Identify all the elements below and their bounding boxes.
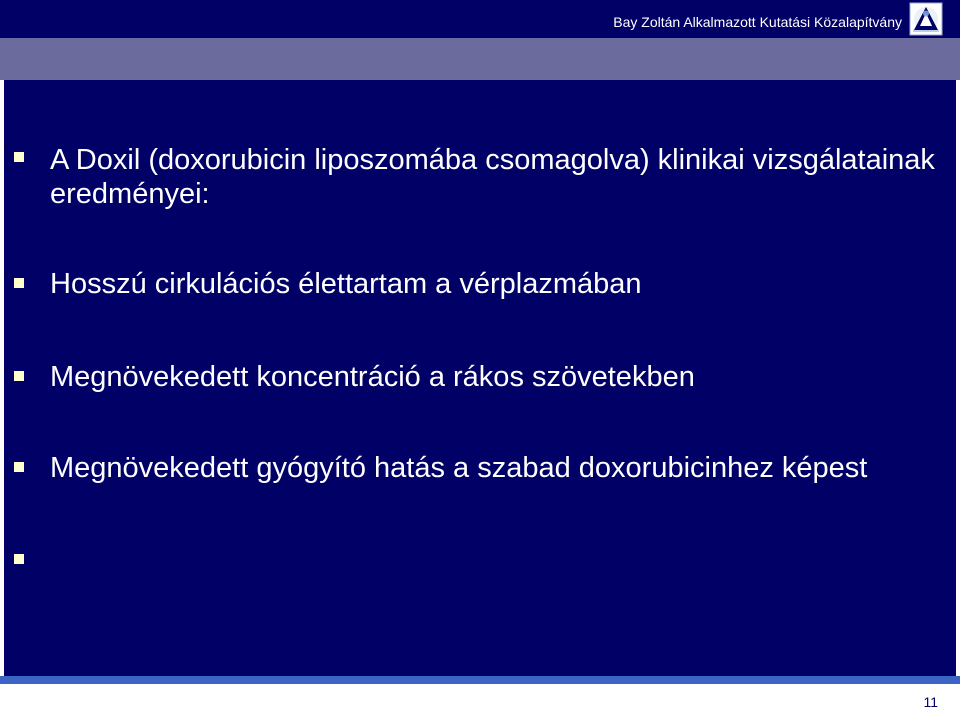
page-number: 11 [923,694,938,710]
square-bullet-icon [14,554,24,564]
footer [0,684,960,716]
square-bullet-icon [14,278,24,288]
main-content-panel [4,80,956,676]
square-bullet-icon [14,152,24,162]
bullet-text: Hosszú cirkulációs élettartam a vérplazmában [50,268,642,300]
bullet-list [4,80,956,676]
square-bullet-icon [14,462,24,472]
bottom-band [0,676,960,684]
bullet-text: Megnövekedett koncentráció a rákos szövetekben [50,361,695,393]
square-bullet-icon [14,371,24,381]
bullet-text: A Doxil (doxorubicin liposzomába csomagolva) klinikai vizsgálatainak eredményei: [50,144,935,210]
triangle-logo-icon [909,2,943,36]
top-bar [0,0,960,38]
header-band [0,38,960,80]
organization-name: Bay Zoltán Alkalmazott Kutatási Közalapítvány [613,14,902,30]
bullet-text: Megnövekedett gyógyító hatás a szabad doxorubicinhez képest [50,452,868,484]
